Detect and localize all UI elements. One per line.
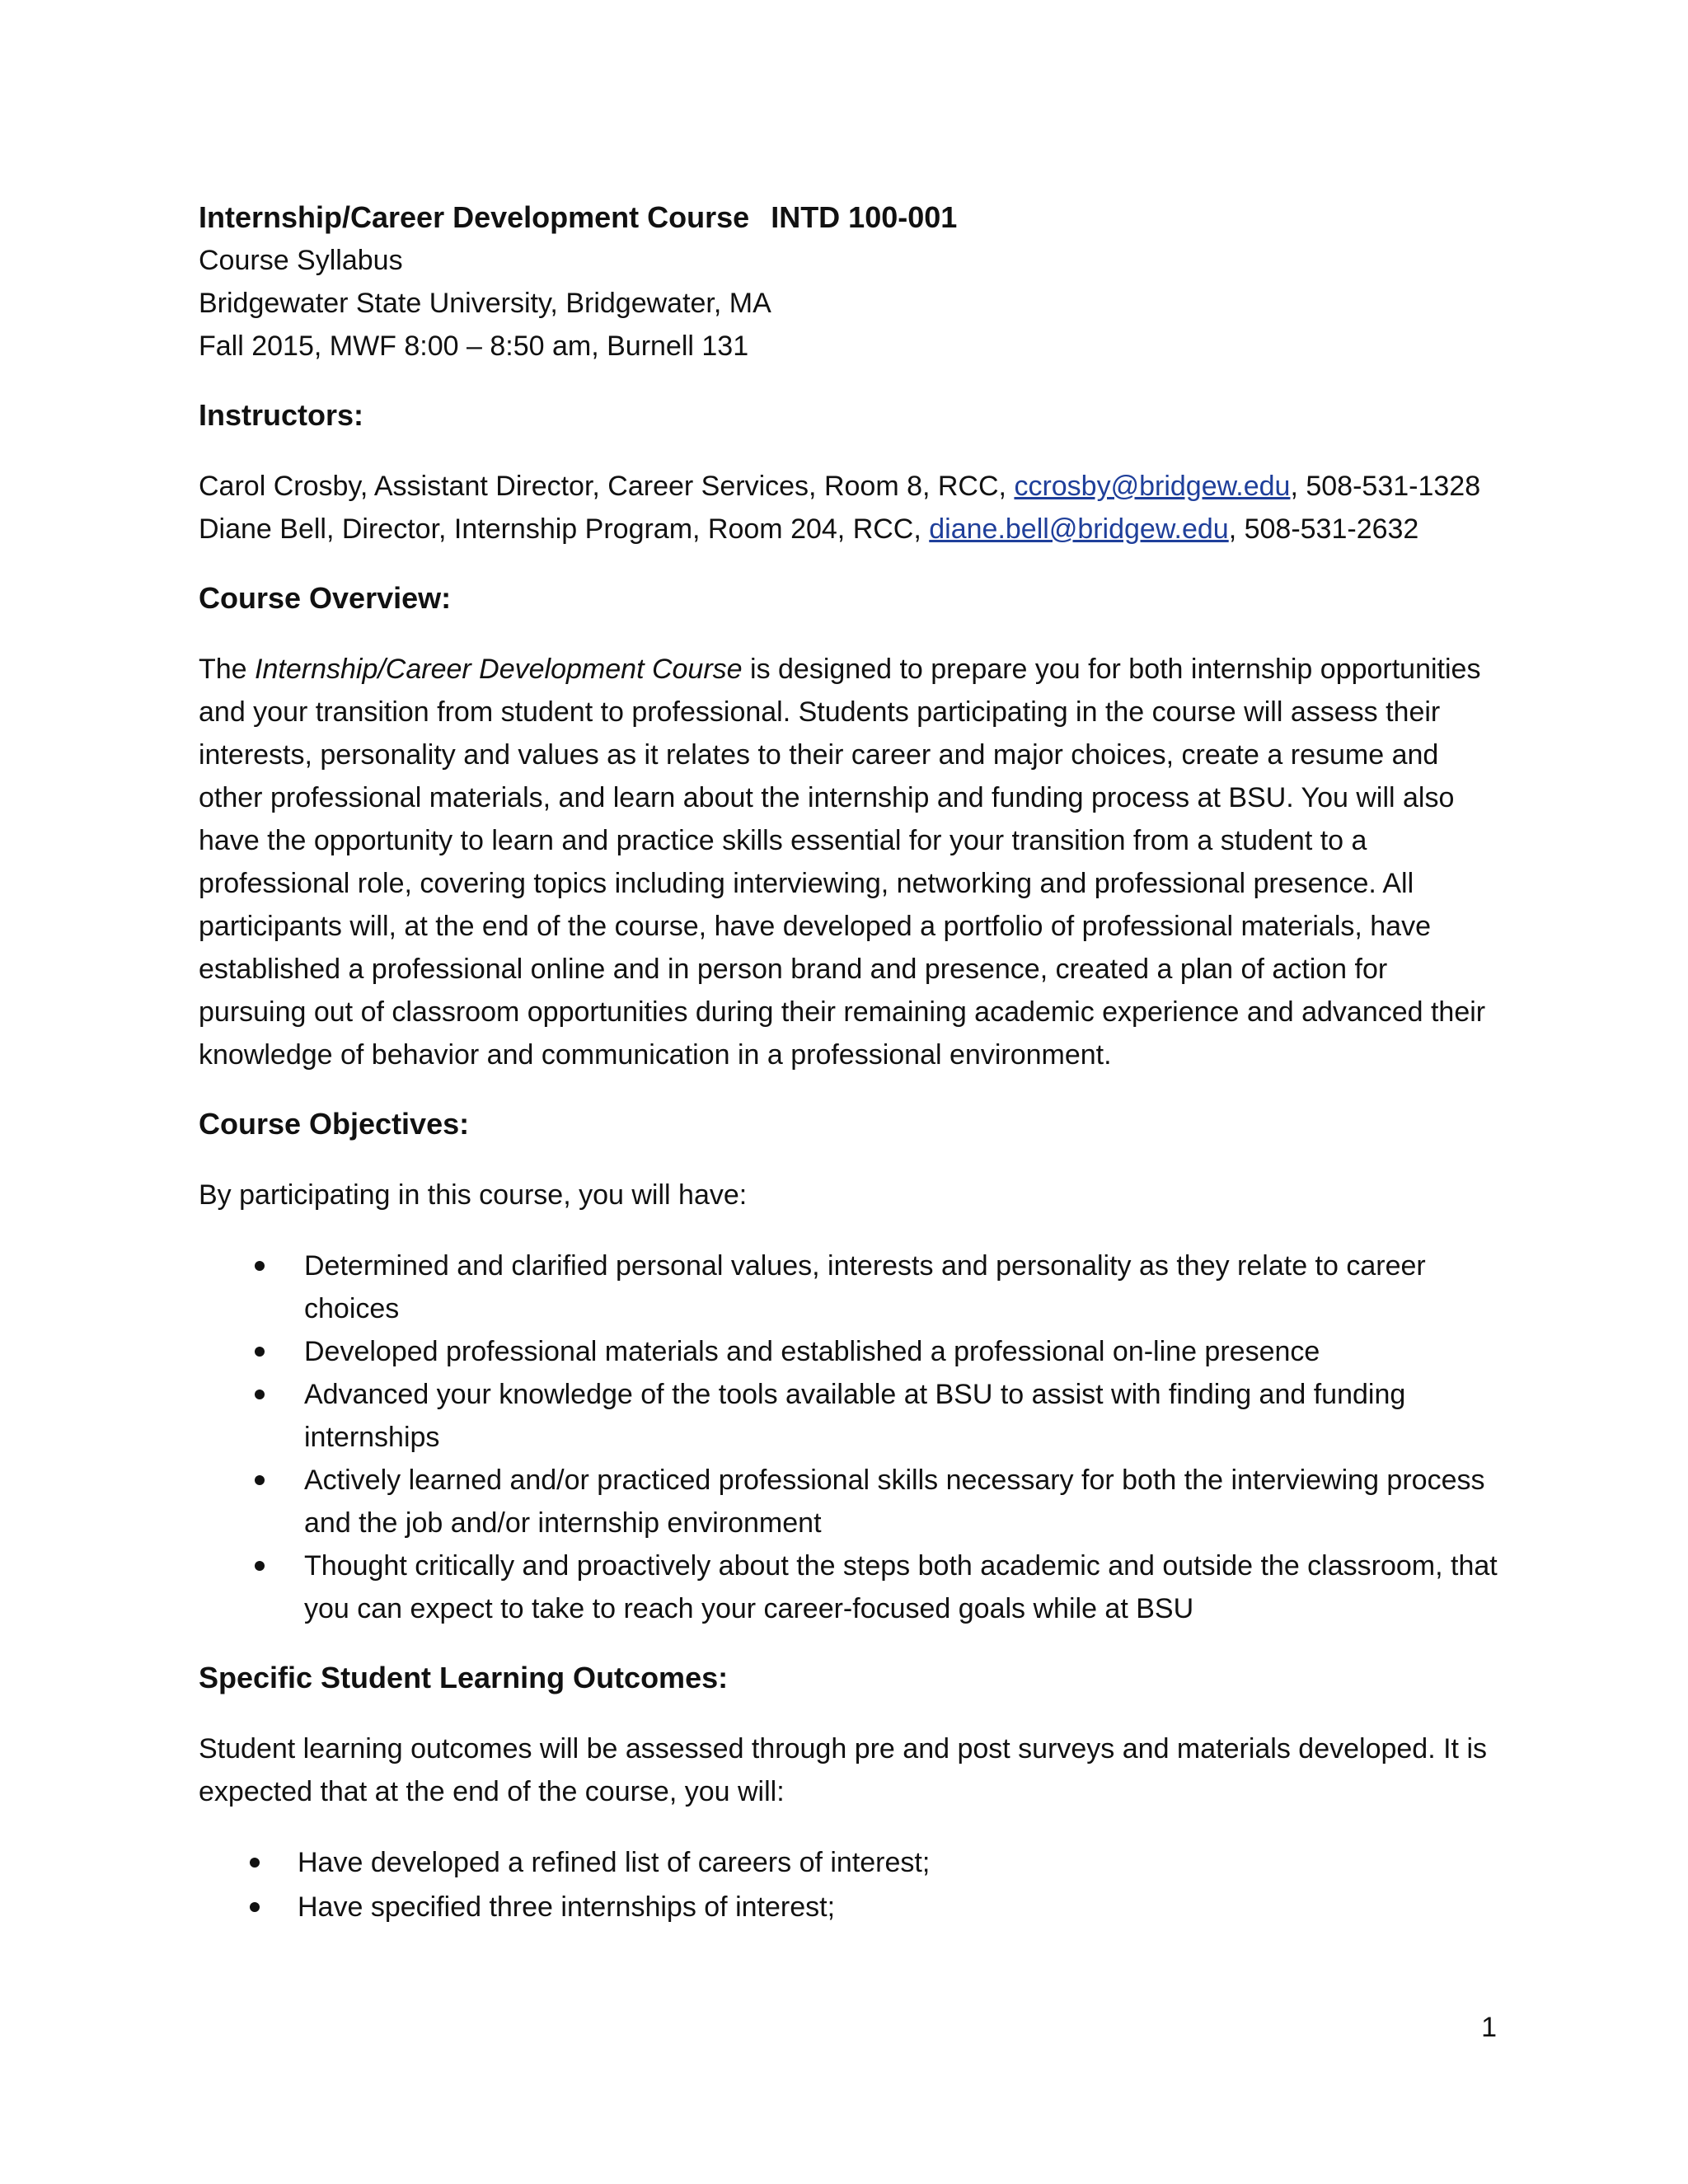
course-title-text: Internship/Career Development Course (199, 200, 750, 234)
list-item (199, 1330, 1501, 1373)
objectives-heading: Course Objectives: (199, 1107, 470, 1141)
bullet-icon (255, 1475, 265, 1485)
institution: Bridgewater State University, Bridgewater, MA (199, 288, 771, 319)
objectives-intro: By participating in this course, you will have: (199, 1179, 748, 1211)
instructors-heading: Instructors: (199, 398, 364, 432)
list-item-text: Have specified three internships of interest; (298, 1891, 836, 1923)
list-item-text: Developed professional materials and established a professional on-line presence (304, 1336, 1320, 1367)
instructor-2-email-link[interactable]: diane.bell@bridgew.edu (929, 513, 1229, 545)
bullet-icon (255, 1347, 265, 1357)
list-item (199, 1841, 1501, 1884)
list-item-text: Thought critically and proactively about the steps both academic and outside the classroom, that you can expect to take to reach your career-focused goals while at BSU (304, 1550, 1498, 1624)
instructor-2-phone: , 508-531-2632 (1228, 513, 1419, 545)
list-item-text: Have developed a refined list of careers of interest; (298, 1847, 931, 1878)
objectives-list (199, 1244, 1501, 1630)
course-title (199, 196, 1501, 239)
list-item-text: Advanced your knowledge of the tools available at BSU to assist with finding and funding internships (304, 1379, 1406, 1453)
instructor-2-info: Diane Bell, Director, Internship Program, Room 204, RCC, (199, 513, 930, 545)
list-item (199, 1544, 1501, 1630)
outcomes-list (199, 1841, 1501, 1929)
instructor-2 (199, 513, 1418, 545)
instructor-1-phone: , 508-531-1328 (1290, 471, 1481, 502)
bullet-icon (255, 1261, 265, 1271)
course-code: INTD 100-001 (771, 200, 958, 234)
bullet-icon (255, 1390, 265, 1399)
list-item (199, 1459, 1501, 1544)
list-item-text: Determined and clarified personal values, interests and personality as they relate to career choices (304, 1250, 1426, 1324)
schedule: Fall 2015, MWF 8:00 – 8:50 am, Burnell 131 (199, 330, 749, 362)
instructor-1 (199, 471, 1480, 502)
overview-course-name: Internship/Career Development Course (255, 654, 743, 685)
bullet-icon (255, 1561, 265, 1571)
bullet-icon (250, 1858, 260, 1868)
page-content (199, 196, 1501, 1929)
overview-intro: The (199, 654, 256, 685)
page-number: 1 (1481, 2012, 1497, 2043)
instructor-1-info: Carol Crosby, Assistant Director, Career Services, Room 8, RCC, (199, 471, 1015, 502)
instructor-1-email-link[interactable]: ccrosby@bridgew.edu (1014, 471, 1291, 502)
instructor-list (199, 465, 1501, 551)
list-item (199, 1373, 1501, 1459)
overview-heading: Course Overview: (199, 581, 452, 615)
list-item (199, 1244, 1501, 1330)
overview-body: is designed to prepare you for both internship opportunities and your transition from student to professional. Students participating in the course will assess their interests, personality and values as it relates to their career and major choices, create a resume and other professional materials, and learn about the internship and funding process at BSU. You will also have the opportunity to learn and practice skills essential for your transition from a student to a professional role, covering topics including interviewing, networking and professional presence. All participants will, at the end of the course, have developed a portfolio of professional materials, have established a professional online and in person brand and presence, created a plan of action for pursuing out of classroom opportunities during their remaining academic experience and advanced their knowledge of behavior and communication in a professional environment. (199, 654, 1486, 1071)
list-item-text: Actively learned and/or practiced professional skills necessary for both the interviewing process and the job and/or internship environment (304, 1465, 1485, 1539)
outcomes-intro: Student learning outcomes will be assessed through pre and post surveys and materials developed. It is expected that at the end of the course, you will: (199, 1733, 1488, 1807)
bullet-icon (250, 1902, 260, 1912)
outcomes-heading: Specific Student Learning Outcomes: (199, 1661, 729, 1694)
list-item (199, 1886, 1501, 1929)
course-subtitle: Course Syllabus (199, 245, 403, 276)
overview-paragraph (199, 648, 1501, 1076)
